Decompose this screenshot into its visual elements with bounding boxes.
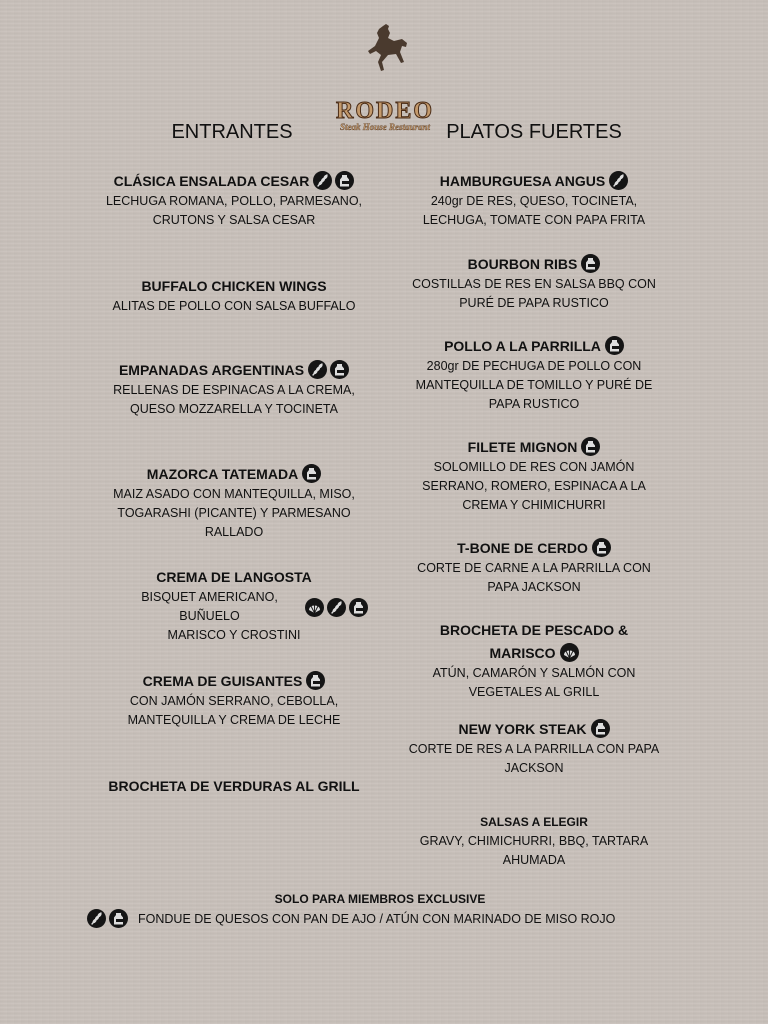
milk-icon bbox=[109, 909, 128, 928]
item-name: CREMA DE LANGOSTA bbox=[156, 569, 312, 585]
menu-item-hamburguesa-angus bbox=[405, 171, 663, 230]
menu-item-filete-mignon bbox=[405, 437, 663, 515]
item-name: CLÁSICA ENSALADA CESAR bbox=[113, 172, 310, 189]
menu-item-empanadas bbox=[100, 360, 368, 419]
wheat-icon bbox=[308, 360, 327, 379]
menu-item-brocheta-pescado bbox=[405, 621, 663, 702]
item-description: SOLOMILLO DE RES CON JAMÓN SERRANO, ROMERO, ESPINACA A LA CREMA Y CHIMICHURRI bbox=[422, 460, 646, 512]
exclusive-title: SOLO PARA MIEMBROS EXCLUSIVE bbox=[274, 892, 486, 906]
item-description: CORTE DE CARNE A LA PARRILLA CON PAPA JACKSON bbox=[417, 561, 651, 594]
milk-icon bbox=[330, 360, 349, 379]
shellfish-icon bbox=[560, 643, 579, 662]
item-description: MAIZ ASADO CON MANTEQUILLA, MISO, TOGARASHI (PICANTE) Y PARMESANO RALLADO bbox=[113, 487, 355, 539]
item-description: ALITAS DE POLLO CON SALSA BUFFALO bbox=[112, 299, 356, 313]
milk-icon bbox=[581, 437, 600, 456]
menu-item-mazorca bbox=[100, 464, 368, 542]
menu-item-crema-langosta bbox=[100, 568, 368, 645]
wheat-icon bbox=[313, 171, 332, 190]
shellfish-icon bbox=[305, 598, 324, 617]
milk-icon bbox=[605, 336, 624, 355]
item-description: CORTE DE RES A LA PARRILLA CON PAPA JACKSON bbox=[408, 742, 660, 775]
item-name: T-BONE DE CERDO bbox=[457, 539, 588, 556]
brand-tagline: Steak House Restaurant bbox=[339, 122, 431, 132]
exclusive-section bbox=[80, 891, 680, 928]
item-name: EMPANADAS ARGENTINAS bbox=[118, 361, 305, 378]
item-description: COSTILLAS DE RES EN SALSA BBQ CON PURÉ DE PAPA RUSTICO bbox=[412, 277, 656, 310]
salsas-title: SALSAS A ELEGIR bbox=[480, 815, 588, 829]
menu-item-tbone-cerdo bbox=[405, 538, 663, 597]
item-description: 280gr DE PECHUGA DE POLLO CON MANTEQUILLA DE TOMILLO Y PURÉ DE PAPA RUSTICO bbox=[415, 359, 653, 411]
item-name: CREMA DE GUISANTES bbox=[142, 672, 303, 689]
item-name: FILETE MIGNON bbox=[467, 438, 578, 455]
milk-icon bbox=[592, 538, 611, 557]
item-name: BROCHETA DE VERDURAS AL GRILL bbox=[108, 778, 360, 794]
item-description: ATÚN, CAMARÓN Y SALMÓN CON VEGETALES AL GRILL bbox=[432, 666, 636, 699]
item-name: MAZORCA TATEMADA bbox=[146, 465, 299, 482]
menu-item-brocheta-verduras bbox=[100, 777, 368, 795]
item-description: LECHUGA ROMANA, POLLO, PARMESANO, CRUTONS Y SALSA CESAR bbox=[105, 194, 363, 227]
menu-item-buffalo-wings bbox=[100, 277, 368, 316]
menu-item-ensalada-cesar bbox=[100, 171, 368, 230]
horse-rider-icon bbox=[355, 22, 415, 82]
item-name: BOURBON RIBS bbox=[467, 255, 578, 272]
item-name: BUFFALO CHICKEN WINGS bbox=[141, 278, 327, 294]
item-name-row bbox=[100, 171, 368, 190]
menu-item-new-york-steak bbox=[405, 719, 663, 778]
item-name: NEW YORK STEAK bbox=[458, 720, 587, 737]
milk-icon bbox=[581, 254, 600, 273]
item-description: CON JAMÓN SERRANO, CEBOLLA, MANTEQUILLA Y CREMA DE LECHE bbox=[127, 694, 341, 727]
heading-entrantes: ENTRANTES bbox=[171, 121, 293, 143]
salsas-description: GRAVY, CHIMICHURRI, BBQ, TARTARA AHUMADA bbox=[419, 834, 649, 867]
menu-item-crema-guisantes bbox=[100, 671, 368, 730]
item-description: 240gr DE RES, QUESO, TOCINETA, LECHUGA, TOMATE CON PAPA FRITA bbox=[422, 194, 646, 227]
heading-platos-fuertes: PLATOS FUERTES bbox=[446, 121, 622, 143]
menu-item-bourbon-ribs bbox=[405, 254, 663, 313]
restaurant-logo bbox=[312, 22, 458, 132]
milk-icon bbox=[302, 464, 321, 483]
wheat-icon bbox=[609, 171, 628, 190]
item-description-2: MARISCO Y CROSTINI bbox=[167, 628, 301, 642]
exclusive-text: FONDUE DE QUESOS CON PAN DE AJO / ATÚN CON MARINADO DE MISO ROJO bbox=[138, 911, 616, 926]
item-name-2: MARISCO bbox=[489, 644, 556, 661]
milk-icon bbox=[591, 719, 610, 738]
item-name: HAMBURGUESA ANGUS bbox=[439, 172, 606, 189]
salsas-section bbox=[405, 814, 663, 870]
wheat-icon bbox=[327, 598, 346, 617]
brand-name: RODEO bbox=[335, 98, 434, 124]
item-name: POLLO A LA PARRILLA bbox=[444, 337, 601, 354]
milk-icon bbox=[349, 598, 368, 617]
wheat-icon bbox=[87, 909, 106, 928]
item-name: BROCHETA DE PESCADO & bbox=[439, 622, 629, 638]
item-description: BISQUET AMERICANO, BUÑUELO bbox=[141, 590, 278, 623]
milk-icon bbox=[335, 171, 354, 190]
menu-item-pollo-parrilla bbox=[405, 336, 663, 414]
item-description: RELLENAS DE ESPINACAS A LA CREMA, QUESO MOZZARELLA Y TOCINETA bbox=[113, 383, 355, 416]
milk-icon bbox=[306, 671, 325, 690]
